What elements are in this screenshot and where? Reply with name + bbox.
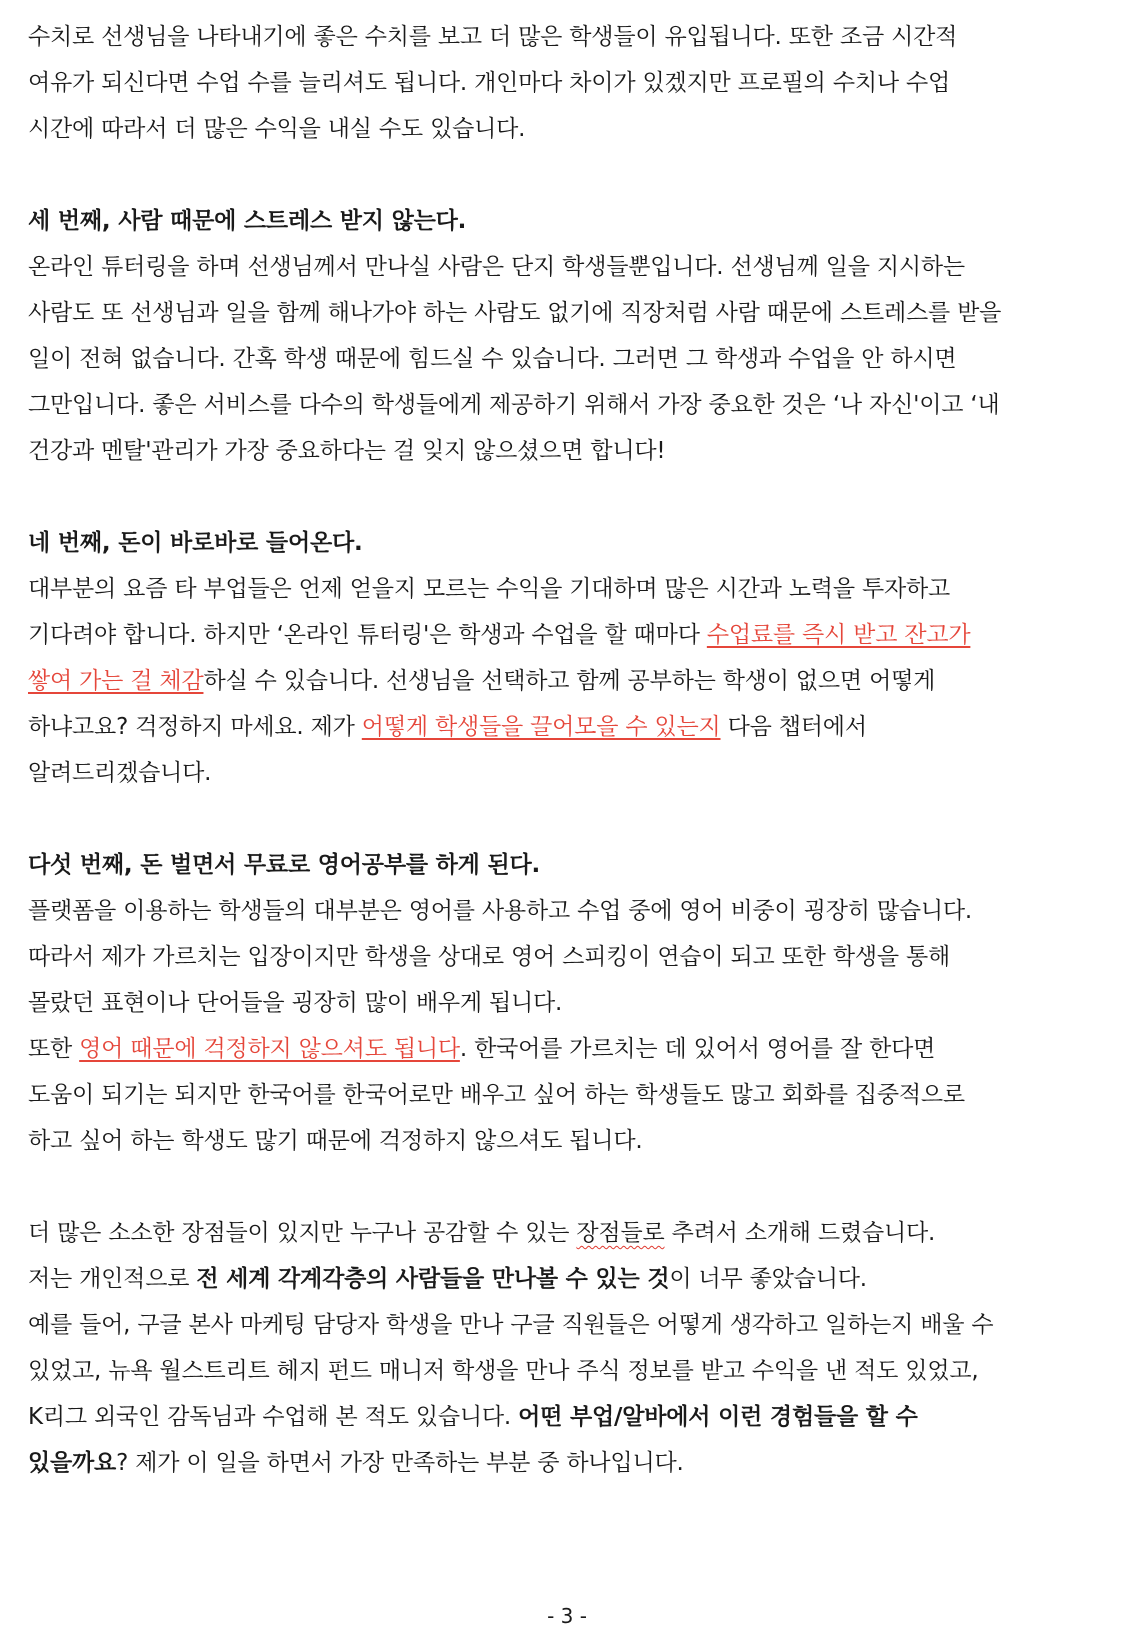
bold-emphasis: 어떤 부업/알바에서 이런 경험들을 할 수	[518, 1404, 918, 1430]
paragraph-line: 시간에 따라서 더 많은 수익을 내실 수도 있습니다.	[28, 116, 526, 142]
highlight-link[interactable]: 어떻게 학생들을 끌어모을 수 있는지	[361, 714, 721, 740]
text-run: 하냐고요? 걱정하지 마세요. 제가	[28, 714, 362, 740]
paragraph-line: 여유가 되신다면 수업 수를 늘리셔도 됩니다. 개인마다 차이가 있겠지만 프로필의 수치나 수업	[28, 70, 951, 96]
highlight-link[interactable]: 영어 때문에 걱정하지 않으셔도 됩니다	[79, 1036, 460, 1062]
text-run: 하실 수 있습니다. 선생님을 선택하고 함께 공부하는 학생이 없으면 어떻게	[203, 668, 936, 694]
paragraph-line	[28, 1026, 1118, 1072]
paragraph-gap	[28, 152, 1118, 198]
paragraph-line: 몰랐던 표현이나 단어들을 굉장히 많이 배우게 됩니다.	[28, 990, 563, 1016]
section-heading: 네 번째, 돈이 바로바로 들어온다.	[28, 530, 363, 556]
section-third	[28, 198, 1118, 474]
text-run: K리그 외국인 감독님과 수업해 본 적도 있습니다.	[28, 1404, 519, 1430]
paragraph-line: 알려드리겠습니다.	[28, 760, 212, 786]
section-fourth	[28, 520, 1118, 796]
highlight-link[interactable]: 쌓여 가는 걸 체감	[28, 668, 204, 694]
text-run: 다음 챕터에서	[720, 714, 867, 740]
text-run: 저는 개인적으로	[28, 1266, 197, 1292]
text-run: 이 너무 좋았습니다.	[669, 1266, 867, 1292]
paragraph-line	[28, 1440, 1118, 1486]
paragraph-line: 예를 들어, 구글 본사 마케팅 담당자 학생을 만나 구글 직원들은 어떻게 생각하고 일하는지 배울 수	[28, 1312, 994, 1338]
paragraph-line: 대부분의 요즘 타 부업들은 언제 얻을지 모르는 수익을 기대하며 많은 시간과 노력을 투자하고	[28, 576, 951, 602]
spellcheck-underline: 장점들로	[576, 1220, 665, 1246]
paragraph-line: 그만입니다. 좋은 서비스를 다수의 학생들에게 제공하기 위해서 가장 중요한 것은 ‘나 자신'이고 ‘내	[28, 392, 1000, 418]
paragraph-line: 하고 싶어 하는 학생도 많기 때문에 걱정하지 않으셔도 됩니다.	[28, 1128, 643, 1154]
paragraph-line	[28, 612, 1118, 658]
paragraph-line: 플랫폼을 이용하는 학생들의 대부분은 영어를 사용하고 수업 중에 영어 비중이 굉장히 많습니다.	[28, 898, 973, 924]
highlight-link[interactable]: 수업료를 즉시 받고 잔고가	[706, 622, 971, 648]
paragraph-line: 있었고, 뉴욕 월스트리트 헤지 펀드 매니저 학생을 만나 주식 정보를 받고 수익을 낸 적도 있었고,	[28, 1358, 979, 1384]
paragraph-gap	[28, 1164, 1118, 1210]
text-run: 기다려야 합니다. 하지만 ‘온라인 튜터링'은 학생과 수업을 할 때마다	[28, 622, 707, 648]
paragraph-gap	[28, 796, 1118, 842]
section-heading: 다섯 번째, 돈 벌면서 무료로 영어공부를 하게 된다.	[28, 852, 541, 878]
paragraph-line	[28, 658, 1118, 704]
bold-emphasis: 전 세계 각계각층의 사람들을 만나볼 수 있는 것	[196, 1266, 670, 1292]
closing-paragraph	[28, 1210, 1118, 1486]
section-heading: 세 번째, 사람 때문에 스트레스 받지 않는다.	[28, 208, 467, 234]
paragraph-line	[28, 1210, 1118, 1256]
text-run: . 한국어를 가르치는 데 있어서 영어를 잘 한다면	[459, 1036, 936, 1062]
paragraph-line: 건강과 멘탈'관리가 가장 중요하다는 걸 잊지 않으셨으면 합니다!	[28, 438, 666, 464]
paragraph-line: 따라서 제가 가르치는 입장이지만 학생을 상대로 영어 스피킹이 연습이 되고 또한 학생을 통해	[28, 944, 951, 970]
intro-paragraph	[28, 14, 1118, 152]
paragraph-line	[28, 1256, 1118, 1302]
text-run: 또한	[28, 1036, 80, 1062]
section-fifth	[28, 842, 1118, 1164]
page-number: - 3 -	[547, 1604, 587, 1628]
bold-emphasis: 있을까요	[28, 1450, 117, 1476]
paragraph-line: 온라인 튜터링을 하며 선생님께서 만나실 사람은 단지 학생들뿐입니다. 선생님께 일을 지시하는	[28, 254, 965, 280]
document-page	[28, 14, 1118, 1486]
paragraph-gap	[28, 474, 1118, 520]
text-run: 더 많은 소소한 장점들이 있지만 누구나 공감할 수 있는	[28, 1220, 577, 1246]
text-run: ? 제가 이 일을 하면서 가장 만족하는 부분 중 하나입니다.	[116, 1450, 684, 1476]
paragraph-line	[28, 704, 1118, 750]
paragraph-line: 일이 전혀 없습니다. 간혹 학생 때문에 힘드실 수 있습니다. 그러면 그 학생과 수업을 안 하시면	[28, 346, 957, 372]
paragraph-line	[28, 1394, 1118, 1440]
paragraph-line: 사람도 또 선생님과 일을 함께 해나가야 하는 사람도 없기에 직장처럼 사람 때문에 스트레스를 받을	[28, 300, 1002, 326]
paragraph-line: 도움이 되기는 되지만 한국어를 한국어로만 배우고 싶어 하는 학생들도 많고 회화를 집중적으로	[28, 1082, 965, 1108]
paragraph-line: 수치로 선생님을 나타내기에 좋은 수치를 보고 더 많은 학생들이 유입됩니다. 또한 조금 시간적	[28, 24, 958, 50]
text-run: 추려서 소개해 드렸습니다.	[664, 1220, 936, 1246]
